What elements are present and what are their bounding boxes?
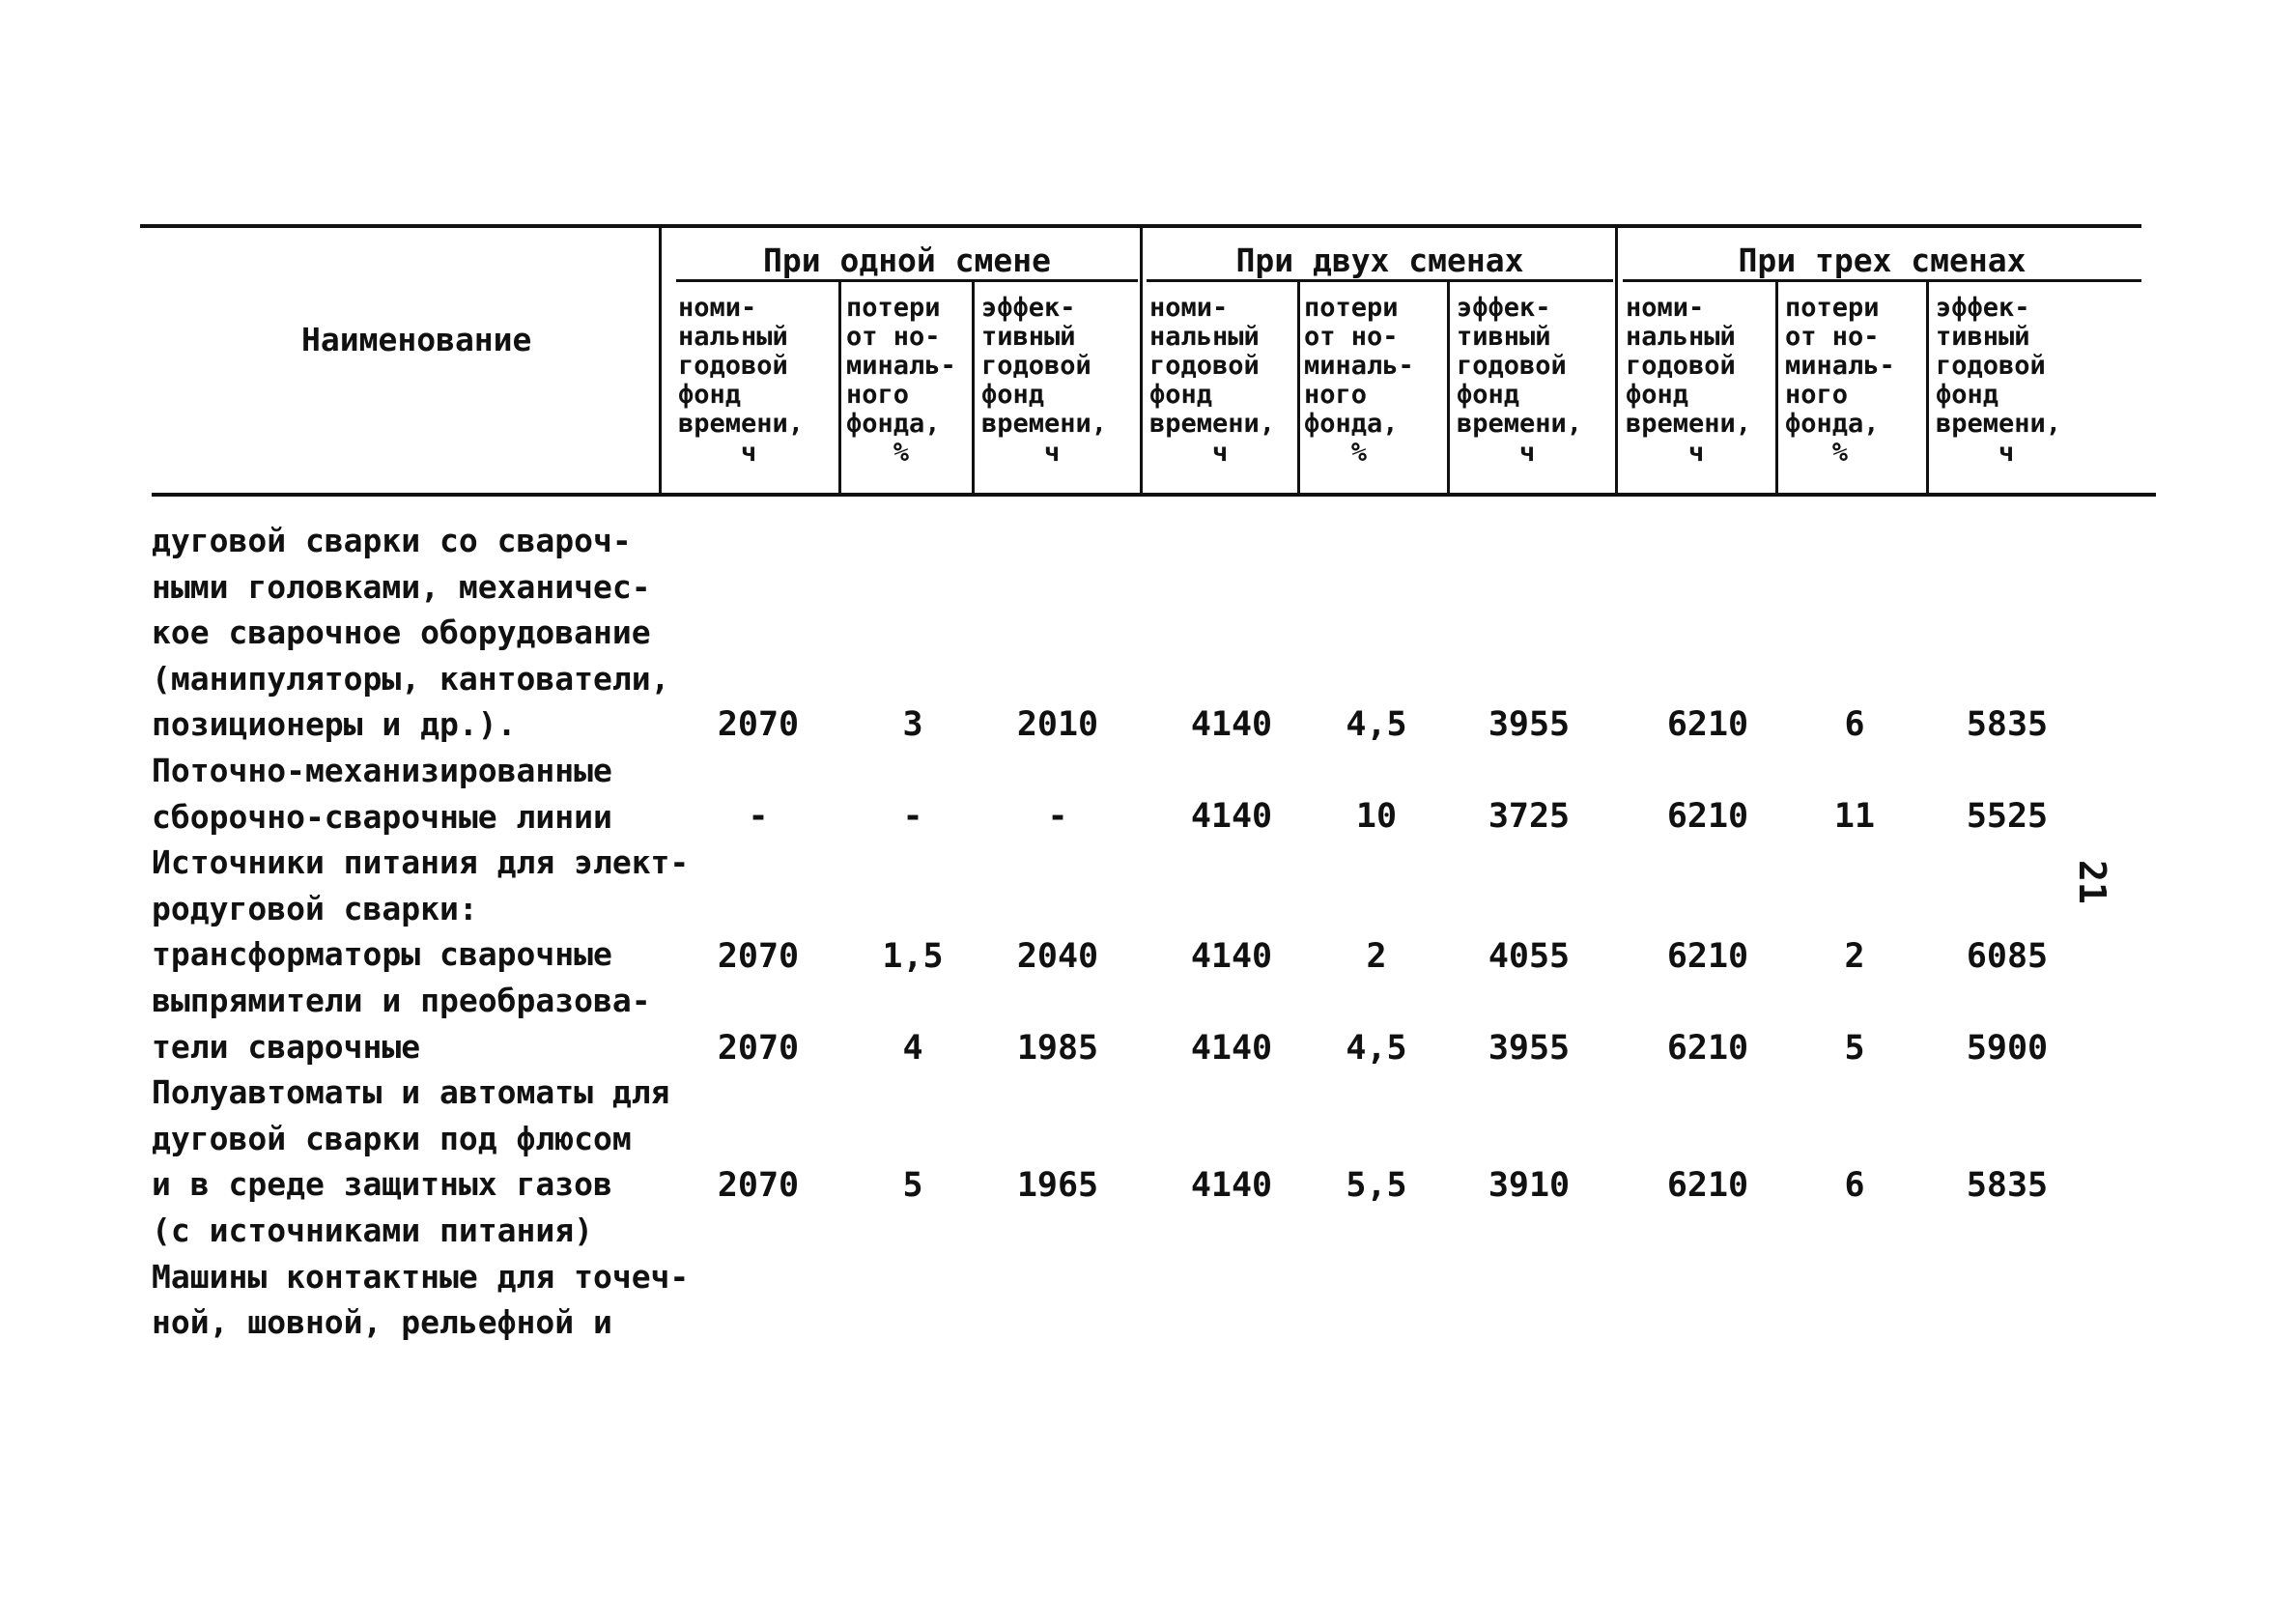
table-cell: 3955 [1488,1029,1571,1068]
table-cell: 6 [1844,1166,1865,1205]
table-cell: 6210 [1666,1029,1749,1068]
table-cell: 2070 [717,1166,800,1205]
group-rule-2 [1147,279,1613,282]
table-cell: 6210 [1666,1166,1749,1205]
table-cell: 4140 [1190,1029,1273,1068]
table-cell: 4 [902,1029,923,1068]
col-rule-1 [838,282,841,495]
table-cell: - [1047,797,1068,836]
table-cell: 3910 [1488,1166,1571,1205]
group-header-one-shift: При одной смене [762,242,1051,279]
table-cell: 6210 [1666,705,1749,744]
col-rule-group-3 [1615,226,1618,495]
table-cell: - [748,797,769,836]
table-cell: - [902,797,923,836]
table-cell: 4,5 [1346,1029,1407,1068]
group-rule-3 [1623,279,2141,282]
table-cell: 4140 [1190,937,1273,976]
subheader-nominal-1: номи- нальный годовой фонд времени, ч [678,293,805,468]
table-cell: 2040 [1016,937,1099,976]
table-cell: 4140 [1190,1166,1273,1205]
table-cell: 1985 [1016,1029,1099,1068]
table-cell: 5,5 [1346,1166,1407,1205]
table-cell: 5 [1844,1029,1865,1068]
col-rule-5 [1447,282,1450,495]
table-cell: 4140 [1190,705,1273,744]
table-cell: 2070 [717,1029,800,1068]
table-cell: 5 [902,1166,923,1205]
name-column-header: Наименование [301,321,532,358]
table-cell: 2070 [717,937,800,976]
col-rule-2 [972,282,975,495]
subheader-losses-1: потери от но- миналь- ного фонда, % [846,293,956,468]
col-rule-8 [1926,282,1929,495]
subheader-effective-1: эффек- тивный годовой фонд времени, ч [981,293,1108,468]
table-cell: 5525 [1966,797,2049,836]
table-cell: 2 [1844,937,1865,976]
table-cell: 5835 [1966,1166,2049,1205]
subheader-nominal-2: номи- нальный годовой фонд времени, ч [1149,293,1276,468]
row-name-semiautomats: Полуавтоматы и автоматы для дуговой сварки под флюсом и в среде защитных газов [152,1073,670,1204]
table-cell: 3 [902,705,923,744]
table-cell: 11 [1833,797,1876,836]
table-cell: 4055 [1488,937,1571,976]
row-name-production-lines: Поточно-механизированные сборочно-сварочные линии [152,752,612,836]
col-rule-name [659,226,662,495]
row-name-arc-welding-equipment: дуговой сварки со свароч- ными головками, механичес- кое сварочное оборудование (манипуляторы, кантователи, позиционеры и др.). [152,522,670,744]
subheader-losses-3: потери от но- миналь- ного фонда, % [1785,293,1895,468]
row-name-power-sources-heading: Источники питания для элект- родуговой сварки: [152,843,690,927]
subheader-effective-2: эффек- тивный годовой фонд времени, ч [1457,293,1583,468]
table-cell: 2 [1366,937,1387,976]
table-cell: 10 [1355,797,1398,836]
row-name-transformers: трансформаторы сварочные [152,935,612,973]
row-name-rectifiers: выпрямители и преобразова- тели сварочные [152,982,651,1066]
table-cell: 5835 [1966,705,2049,744]
col-rule-4 [1297,282,1300,495]
group-rule-1 [676,279,1138,282]
subheader-losses-2: потери от но- миналь- ного фонда, % [1304,293,1414,468]
table-cell: 6210 [1666,937,1749,976]
table-cell: 4140 [1190,797,1273,836]
table-cell: 4,5 [1346,705,1407,744]
group-header-two-shifts: При двух сменах [1235,242,1524,279]
table-cell: 6210 [1666,797,1749,836]
page-number: 21 [2071,860,2113,904]
table-cell: 5900 [1966,1029,2049,1068]
table-cell: 3725 [1488,797,1571,836]
table-cell: 6 [1844,705,1865,744]
table-cell: 2010 [1016,705,1099,744]
table-cell: 1,5 [882,937,944,976]
table-cell: 3955 [1488,705,1571,744]
header-bottom-rule [152,493,2156,497]
table-cell: 2070 [717,705,800,744]
subheader-nominal-3: номи- нальный годовой фонд времени, ч [1626,293,1752,468]
col-rule-7 [1775,282,1778,495]
table-cell: 6085 [1966,937,2049,976]
group-header-three-shifts: При трех сменах [1738,242,2027,279]
table-cell: 1965 [1016,1166,1099,1205]
subheader-effective-3: эффек- тивный годовой фонд времени, ч [1936,293,2062,468]
col-rule-group-2 [1140,226,1143,495]
row-name-contact-machines: (с источниками питания) Машины контактные для точеч- ной, шовной, рельефной и [152,1212,690,1342]
